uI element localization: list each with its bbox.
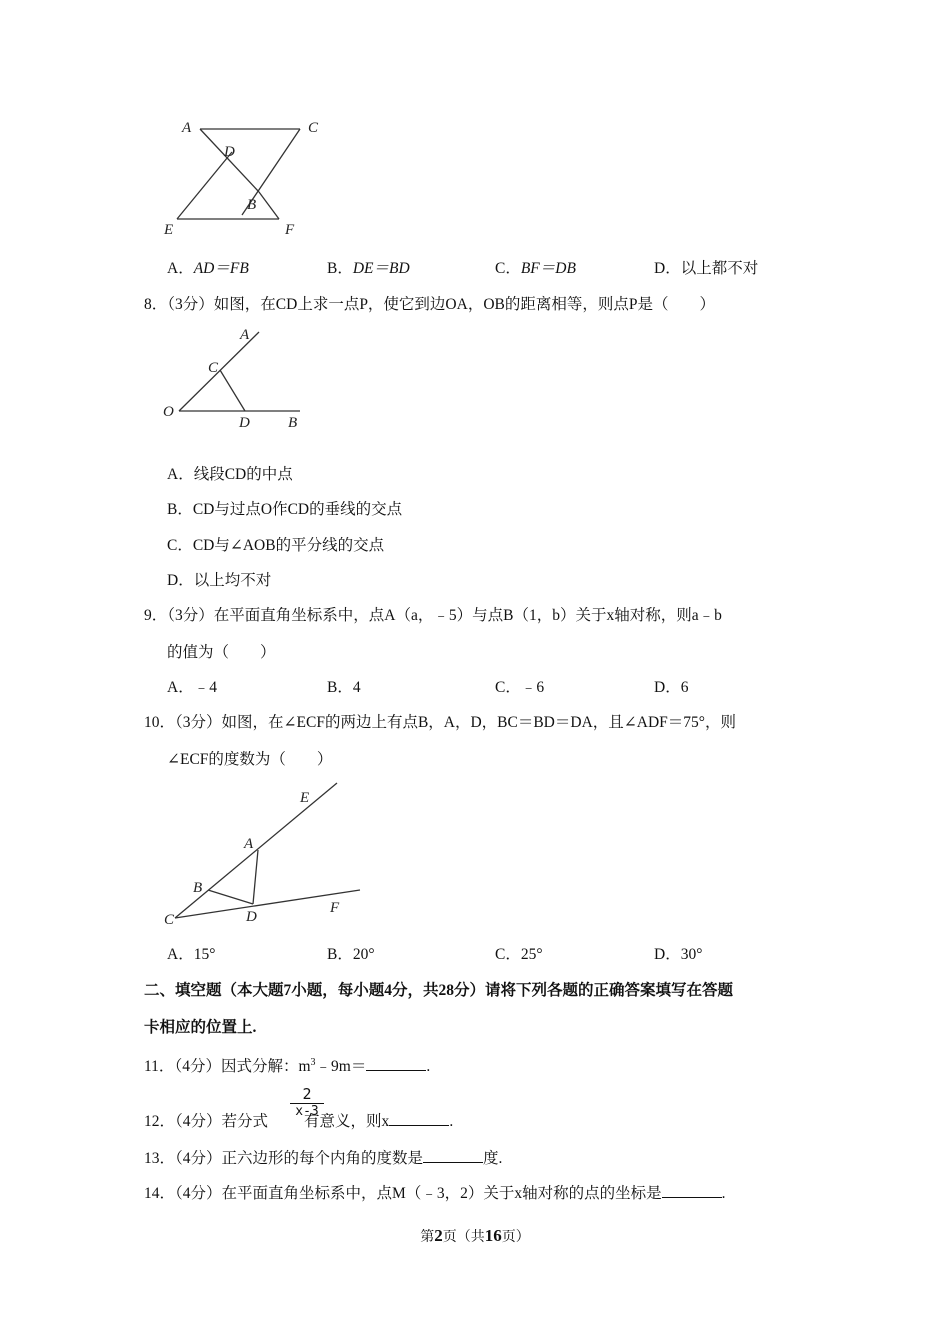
q8-option-d: D．以上均不对: [167, 572, 272, 589]
q7-option-c: C．BF＝DB: [495, 260, 576, 277]
q14-answer-blank[interactable]: [662, 1183, 722, 1198]
q12-question: 12．（4分）若分式 有意义，则x .: [144, 1113, 454, 1130]
q10-label-d: D: [246, 909, 257, 925]
q9-option-c: C．﹣6: [495, 679, 545, 696]
q10-question-line1: 10．（3分）如图，在∠ECF的两边上有点B，A，D，BC＝BD＝DA，且∠ADF＝75°，则: [144, 714, 736, 731]
q12-denominator: x-3: [295, 1104, 319, 1119]
q10-label-e: E: [300, 790, 310, 806]
q10-question-line2: ∠ECF的度数为（ ）: [167, 751, 333, 768]
q10-figure: [160, 778, 370, 928]
q7-label-d: D: [224, 144, 235, 160]
footer-total-pages: 16: [484, 1226, 502, 1245]
q7-label-e: E: [164, 222, 174, 238]
q8-label-b: B: [288, 415, 298, 431]
q9-question-line2: 的值为（ ）: [167, 644, 276, 661]
q9-option-d: D．6: [654, 679, 689, 696]
q7-option-a: A．AD＝FB: [167, 260, 249, 277]
q12-answer-blank[interactable]: [389, 1111, 449, 1126]
q7-options: [167, 259, 867, 279]
q10-option-d: D．30°: [654, 946, 703, 963]
q11-exponent: 3: [310, 1057, 316, 1068]
q11-answer-blank[interactable]: [366, 1056, 426, 1071]
q8-option-b: B．CD与过点O作CD的垂线的交点: [167, 501, 403, 518]
q7-label-f: F: [285, 222, 295, 238]
q10-options: [167, 945, 867, 965]
section2-heading-line1: 二、填空题（本大题7小题，每小题4分，共28分）请将下列各题的正确答案填写在答题: [144, 982, 734, 999]
q7-label-a: A: [182, 120, 192, 136]
q12-numerator: 2: [302, 1085, 312, 1103]
q10-option-a: A．15°: [167, 946, 216, 963]
q8-label-d: D: [239, 415, 250, 431]
q9-options: [167, 678, 867, 698]
q13-answer-blank[interactable]: [423, 1148, 483, 1163]
q8-label-o: O: [163, 404, 174, 420]
q10-label-a: A: [244, 836, 254, 852]
q8-label-a: A: [240, 327, 250, 343]
q7-label-b: B: [247, 197, 257, 213]
q9-option-b: B．4: [327, 679, 361, 696]
q10-label-c: C: [164, 912, 175, 928]
q10-label-b: B: [193, 880, 203, 896]
q7-figure: [160, 112, 335, 240]
q9-option-a: A．﹣4: [167, 679, 217, 696]
section2-heading-line2: 卡相应的位置上.: [144, 1019, 257, 1036]
q14-question: 14．（4分）在平面直角坐标系中，点M（﹣3，2）关于x轴对称的点的坐标是 .: [144, 1185, 726, 1202]
q8-question: 8．（3分）如图，在CD上求一点P，使它到边OA，OB的距离相等，则点P是（ ）: [144, 296, 715, 313]
q10-option-c: C．25°: [495, 946, 543, 963]
q8-figure: [160, 322, 310, 434]
q8-option-a: A．线段CD的中点: [167, 466, 293, 483]
q9-question-line1: 9．（3分）在平面直角坐标系中，点A（a，﹣5）与点B（1，b）关于x轴对称，则a﹣b: [144, 607, 722, 624]
q8-option-c: C．CD与∠AOB的平分线的交点: [167, 537, 385, 554]
q8-label-c: C: [208, 360, 219, 376]
q7-option-d: D．以上都不对: [654, 260, 759, 277]
q7-label-c: C: [308, 120, 319, 136]
q7-option-b: B．DE＝BD: [327, 260, 410, 277]
q10-option-b: B．20°: [327, 946, 375, 963]
q13-question: 13．（4分）正六边形的每个内角的度数是 度.: [144, 1150, 503, 1167]
q11-question: 11．（4分）因式分解：$m^3﹣9m=$ .: [144, 1057, 431, 1076]
page-footer: 第2页（共16页）: [420, 1226, 530, 1245]
q10-label-f: F: [330, 900, 340, 916]
footer-page-number: 2: [434, 1226, 443, 1245]
